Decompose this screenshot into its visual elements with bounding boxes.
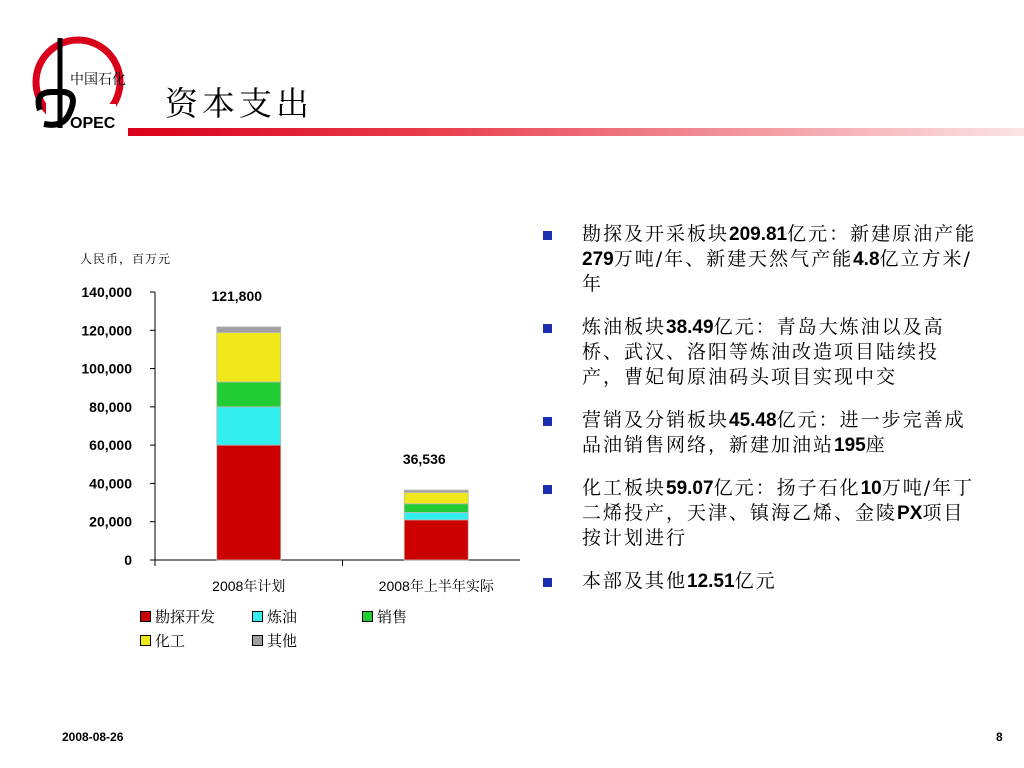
legend-label: 化工 — [155, 632, 186, 650]
y-tick-label: 40,000 — [89, 475, 132, 492]
legend-label: 其他 — [267, 632, 298, 650]
bullet-text: 亿元：新建原油产能 — [787, 223, 977, 245]
sinopec-logo — [30, 32, 130, 132]
legend-swatch — [252, 635, 263, 646]
bar-segment-1-其他 — [404, 490, 468, 492]
x-category-label: 2008年计划 — [212, 578, 286, 594]
page-number: 8 — [996, 730, 1003, 744]
logo-text: 中国石化 — [70, 72, 126, 88]
bullet-number: 209.81 — [729, 224, 788, 245]
chart-legend — [140, 606, 440, 650]
title-underline — [128, 128, 1024, 136]
y-tick-label: 60,000 — [89, 437, 132, 454]
y-tick-label: 80,000 — [89, 398, 132, 415]
bullet-text: 亿元：青岛大炼油以及高桥、武汉、洛阳等炼油改造项目陆续投产，曹妃甸原油码头项目实现中交 — [582, 316, 945, 388]
square-bullet-icon — [543, 485, 552, 494]
bar-segment-1-化工 — [404, 492, 468, 503]
bar-segment-1-勘探开发 — [404, 520, 468, 560]
bullet-number: 279 — [582, 249, 614, 270]
bullet-text: 本部及其他 — [582, 570, 688, 592]
legend-item — [140, 630, 185, 651]
bar-segment-0-化工 — [217, 333, 281, 382]
bar-segment-0-炼油 — [217, 407, 281, 445]
y-tick-label: 140,000 — [81, 284, 132, 300]
bullet-item — [540, 476, 980, 551]
bullet-text: 万吨/年、新建天然气产能 — [613, 248, 854, 270]
bullet-list — [540, 222, 980, 612]
bar-total-label: 121,800 — [211, 287, 263, 304]
bullet-number: 4.8 — [853, 249, 880, 270]
bullet-item — [540, 408, 980, 458]
bullet-number: PX — [897, 503, 923, 524]
x-category-label: 2008年上半年实际 — [378, 578, 494, 594]
bullet-number: 59.07 — [666, 478, 714, 499]
legend-item — [140, 606, 215, 627]
bar-segment-1-炼油 — [404, 512, 468, 519]
y-tick-label: 0 — [124, 552, 132, 568]
bullet-item — [540, 569, 980, 594]
legend-item — [252, 630, 297, 651]
bullet-text: 化工板块 — [582, 477, 667, 499]
bullet-text: 座 — [865, 434, 887, 456]
square-bullet-icon — [543, 417, 552, 426]
bullet-text: 亿元 — [734, 570, 777, 592]
bullet-text: 万吨/年丁二烯投产，天津、镇海乙烯、金陵 — [582, 477, 975, 524]
logo-wordmark: OPEC — [70, 115, 116, 132]
legend-swatch — [362, 611, 373, 622]
chart-unit-label: 人民币，百万元 — [80, 252, 172, 266]
bullet-text: 亿元：进一步完善成品油销售网络，新建加油站 — [582, 409, 966, 456]
legend-label: 炼油 — [267, 608, 298, 626]
bullet-number: 12.51 — [687, 571, 735, 592]
legend-item — [252, 606, 297, 627]
legend-swatch — [140, 611, 151, 622]
square-bullet-icon — [543, 231, 552, 240]
bar-segment-0-销售 — [217, 382, 281, 407]
square-bullet-icon — [543, 578, 552, 587]
bullet-text: 勘探及开采板块 — [582, 223, 730, 245]
bullet-text: 亿元：扬子石化 — [713, 477, 861, 499]
bar-segment-0-其他 — [217, 327, 281, 333]
legend-label: 勘探开发 — [155, 608, 216, 626]
bar-segment-1-销售 — [404, 504, 468, 513]
bar-segment-0-勘探开发 — [217, 445, 281, 560]
legend-swatch — [140, 635, 151, 646]
page-title: 资本支出 — [165, 84, 313, 123]
y-tick-label: 120,000 — [81, 322, 132, 339]
bullet-text: 炼油板块 — [582, 316, 667, 338]
bullet-number: 10 — [860, 478, 882, 499]
capex-stacked-bar-chart — [0, 270, 520, 600]
bullet-text: 亿立方米/年 — [582, 248, 972, 295]
bullet-item — [540, 222, 980, 297]
square-bullet-icon — [543, 324, 552, 333]
y-tick-label: 100,000 — [81, 360, 132, 377]
bullet-text: 项目按计划进行 — [582, 502, 965, 549]
bullet-number: 195 — [834, 435, 866, 456]
bullet-number: 45.48 — [729, 410, 777, 431]
footer-date: 2008-08-26 — [62, 730, 124, 744]
bullet-number: 38.49 — [666, 317, 714, 338]
bullet-item — [540, 315, 980, 390]
bullet-text: 营销及分销板块 — [582, 409, 730, 431]
legend-swatch — [252, 611, 263, 622]
y-tick-label: 20,000 — [89, 513, 132, 530]
legend-item — [362, 606, 407, 627]
legend-label: 销售 — [377, 608, 408, 626]
bar-total-label: 36,536 — [402, 451, 446, 468]
